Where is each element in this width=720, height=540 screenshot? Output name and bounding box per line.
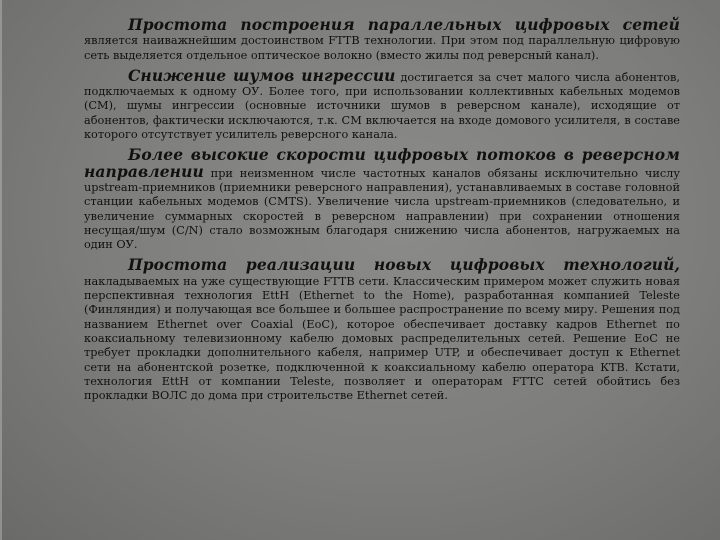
slide-border-line	[0, 0, 2, 540]
paragraph-heading: Простота реализации новых цифровых технологий,	[128, 255, 680, 275]
paragraph-text: достигается за счет малого числа абонентов, подключаемых к одному ОУ. Более того, при использовании коллективных кабельных модемов (СМ), шумы ингрессии (основные источники шумов в реверсном канале), исходящие от абонентов, фактически исключаются, т.к. СМ включается на входе домового усилителя, в составе которого отсутствует усилитель реверсного канала.	[84, 70, 680, 142]
paragraph-heading: Снижение шумов ингрессии	[128, 65, 396, 85]
paragraph-upstream-speeds	[84, 145, 680, 252]
paragraph-ingress-noise	[84, 65, 680, 142]
paragraph-text: является наиважнейшим достоинством FTTB технологии. При этом под параллельную цифровую сеть выделяется отдельное оптическое волокно (вместо жилы под реверсный канал).	[84, 34, 680, 62]
paragraph-heading: Простота построения параллельных цифровых сетей	[128, 15, 680, 34]
paragraph-new-technologies	[84, 255, 680, 403]
paragraph-text: при неизменном числе частотных каналов обязаны исключительно числу upstream-приемников (приемники реверсного направления), устанавливаемых в составе головной станции кабельных модемов (CMTS). Увеличение числа upstream-приемников (следовательно, и увеличение суммарных скоростей в реверсном направлении) при сохранении отношения несущая/шум (C/N) стало возможным благодаря снижению числа абонентов, нагружаемых на один ОУ.	[84, 166, 680, 252]
paragraph-text: накладываемых на уже существующие FTTB сети. Классическим примером может служить новая перспективная технология EttH (Ethernet to the Home), разработанная компанией Teleste (Финляндия) и получающая все большее и большее распространение по всему миру. Решения под названием Ethernet over Coaxial (EoC), которое обеспечивает доставку кадров Ethernet по коаксиальному телевизионному кабелю домовых распределительных сетей. Решение EoC не требует прокладки дополнительного кабеля, например UTP, и обеспечивает доступ к Ethernet сети на абонентской розетке, подключенной к коаксиальному кабелю оператора КТВ. Кстати, технология EttH от компании Teleste, позволяет и операторам FTTC сетей обойтись без прокладки ВОЛС до дома при строительстве Ethernet сетей.	[84, 274, 680, 403]
paragraph-parallel-networks	[84, 15, 680, 63]
paragraph-heading: Более высокие скорости цифровых потоков в реверсном направлении	[84, 145, 680, 181]
slide-body	[84, 15, 680, 409]
